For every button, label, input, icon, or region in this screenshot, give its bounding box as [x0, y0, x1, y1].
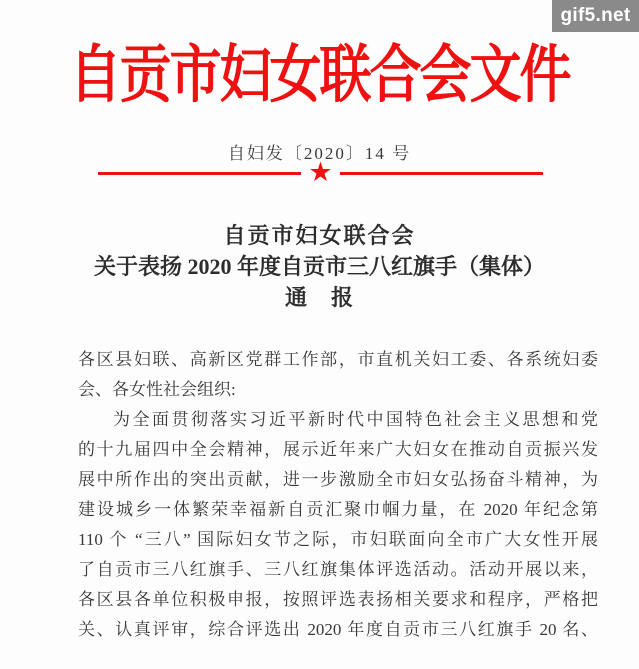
document-header-title: 自贡市妇女联合会文件	[69, 42, 570, 111]
divider-line-right	[340, 172, 543, 175]
body-line: 110 个 “三八” 国际妇女节之际，市妇联面向全市广大女性开展	[78, 530, 598, 549]
document-reference-number: 自妇发〔2020〕14 号	[227, 144, 412, 163]
document-title	[0, 220, 639, 313]
title-line-type: 通 报	[284, 285, 354, 310]
body-line: 会、各女性社会组织:	[78, 380, 236, 399]
watermark-label: gif5.net	[560, 5, 631, 26]
body-line: 展中所作出的突出贡献，进一步激励全市妇女弘扬奋斗精神，为	[78, 470, 598, 489]
body-line: 为全面贯彻落实习近平新时代中国特色社会主义思想和党	[113, 410, 598, 429]
star-icon: ★	[308, 157, 333, 188]
body-line: 各区县妇联、高新区党群工作部，市直机关妇工委、各系统妇委	[78, 350, 598, 369]
red-divider	[98, 157, 543, 188]
title-line-org: 自贡市妇女联合会	[223, 223, 416, 248]
body-line: 各区县各单位积极申报，按照评选表扬相关要求和程序，严格把	[78, 590, 598, 609]
document-body	[78, 345, 598, 645]
body-line: 的十九届四中全会精神，展示近年来广大妇女在推动自贡振兴发	[78, 440, 598, 459]
body-line: 建设城乡一体繁荣幸福新自贡汇聚巾帼力量，在 2020 年纪念第	[78, 500, 598, 519]
divider-line-left	[98, 172, 301, 175]
body-line: 关、认真评审，综合评选出 2020 年度自贡市三八红旗手 20 名、	[78, 620, 598, 639]
body-line: 了自贡市三八红旗手、三八红旗集体评选活动。活动开展以来，	[78, 560, 598, 579]
title-line-subject: 关于表扬 2020 年度自贡市三八红旗手（集体）	[93, 254, 545, 279]
